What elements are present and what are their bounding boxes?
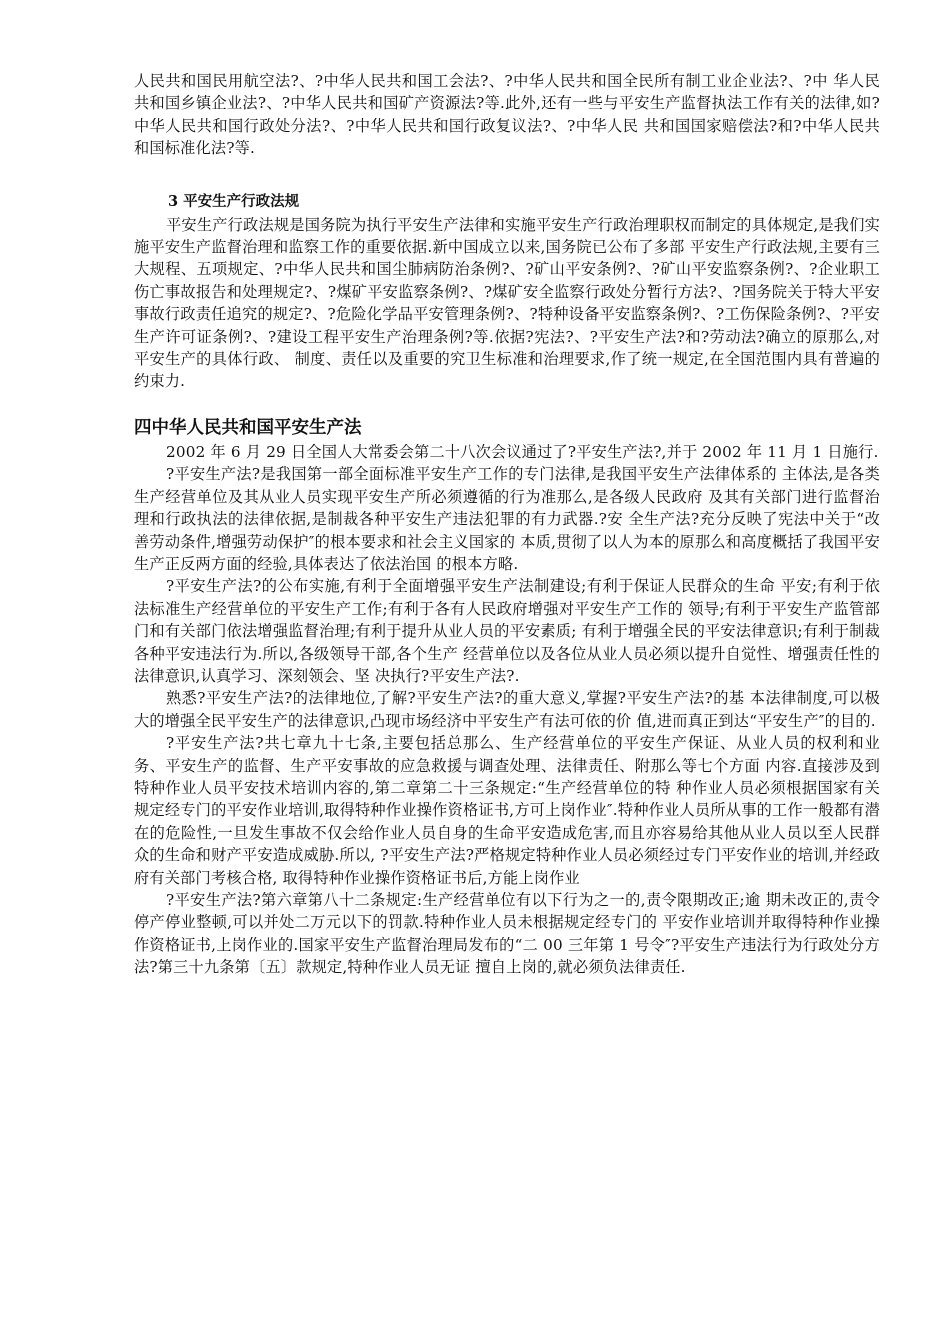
subsection-heading: 3 平安生产行政法规 <box>168 192 300 210</box>
body-paragraph: ?平安生产法?是我国第一部全面标准平安生产工作的专门法律,是我国平安生产法律体系的 主体法,是各类生产经营单位及其从业人员实现平安生产所必须遵循的行为准那么,是各级人民政府 及其有关部门进行监督治理和行政执法的法律依据,是制裁各种平安生产违法犯罪的有力武器.?安 全生产法?充分反映了宪法中关于“改善劳动条件,增强劳动保护″的根本要求和社会主义国家的 本质,贯彻了以人为本的原那么和高度概括了我国平安生产正反两方面的经验,具体表达了依法治国 的根本方略. <box>134 465 880 573</box>
continuation-paragraph: 人民共和国民用航空法?、?中华人民共和国工会法?、?中华人民共和国全民所有制工业企业法?、?中 华人民共和国乡镇企业法?、?中华人民共和国矿产资源法?等.此外,还有一些与平安生产监督执法工作有关的法律,如?中华人民共和国行政处分法?、?中华人民共和国行政复议法?、?中华人民 共和国国家赔偿法?和?中华人民共和国标准化法?等. <box>134 72 880 158</box>
spacer <box>134 160 880 190</box>
body-paragraph: ?平安生产法?的公布实施,有利于全面增强平安生产法制建设;有利于保证人民群众的生命 平安;有利于依法标准生产经营单位的平安生产工作;有利于各有人民政府增强对平安生产工作的 领导;有利于平安生产监管部门和有关部门依法增强监督治理;有利于提升从业人员的平安素质; 有利于增强全民的平安法律意识;有利于制裁各种平安违法行为.所以,各级领导干部,各个生产 经营单位以及各位从业人员必须以提升自觉性、增强责任性的法律意识,认真学习、深刻领会、坚 决执行?平安生产法?. <box>134 577 880 685</box>
section-heading: 四中华人民共和国平安生产法 <box>134 417 362 438</box>
body-paragraph: ?平安生产法?共七章九十七条,主要包括总那么、生产经营单位的平安生产保证、从业人员的权利和业务、平安生产的监督、生产平安事故的应急救援与调查处理、法律责任、附那么等七个方面 内容.直接涉及到特种作业人员平安技术培训内容的,第二章第二十三条规定:“生产经营单位的特 种作业人员必须根据国家有关规定经专门的平安作业培训,取得特种作业操作资格证书,方可上岗作业″.特种作业人员所从事的工作一般都有潜在的危险性,一旦发生事故不仅会给作业人员自身的生命平安造成危害,而且亦容易给其他从业人员以至人民群众的生命和财产平安造成威胁.所以, ?平安生产法?严格规定特种作业人员必须经过专门平安作业的培训,并经政府有关部门考核合格, 取得特种作业操作资格证书后,方能上岗作业 <box>134 734 880 887</box>
body-paragraph: ?平安生产法?第六章第八十二条规定:生产经营单位有以下行为之一的,责令限期改正;逾 期未改正的,责令停产停业整顿,可以并处二万元以下的罚款.特种作业人员未根据规定经专门的 平安作业培训并取得特种作业操作资格证书,上岗作业的.国家平安生产监督治理局发布的“二 00 三年第 1 号令″?平安生产违法行为行政处分方法?第三十九条第〔五〕款规定,特种作业人员无证 擅自上岗的,就必须负法律责任. <box>134 891 880 977</box>
body-paragraph: 2002 年 6 月 29 日全国人大常委会第二十八次会议通过了?平安生产法?,并于 2002 年 11 月 1 日施行. <box>166 442 879 461</box>
spacer <box>134 393 880 415</box>
body-paragraph: 熟悉?平安生产法?的法律地位,了解?平安生产法?的重大意义,掌握?平安生产法?的基 本法律制度,可以极大的增强全民平安生产的法律意识,凸现市场经济中平安生产有法可依的价 值,进而真正到达“平安生产″的目的. <box>134 689 880 730</box>
document-page <box>134 70 880 979</box>
subsection-paragraph: 平安生产行政法规是国务院为执行平安生产法律和实施平安生产行政治理职权而制定的具体规定,是我们实施平安生产监督治理和监察工作的重要依据.新中国成立以来,国务院已公布了多部 平安生产行政法规,主要有三大规程、五项规定、?中华人民共和国尘肺病防治条例?、?矿山平安条例?、?矿山平安监察条例?、?企业职工伤亡事故报告和处理规定?、?煤矿平安监察条例?、?煤矿安全监察行政处分暂行方法?、?国务院关于特大平安事故行政责任追究的规定?、?危险化学品平安管理条例?、?特种设备平安监察条例?、?工伤保险条例?、?平安生产许可证条例?、?建设工程平安生产治理条例?等.依据?宪法?、?平安生产法?和?劳动法?确立的原那么,对平安生产的具体行政、 制度、责任以及重要的究卫生标准和治理要求,作了统一规定,在全国范围内具有普遍的约束力. <box>134 215 880 391</box>
